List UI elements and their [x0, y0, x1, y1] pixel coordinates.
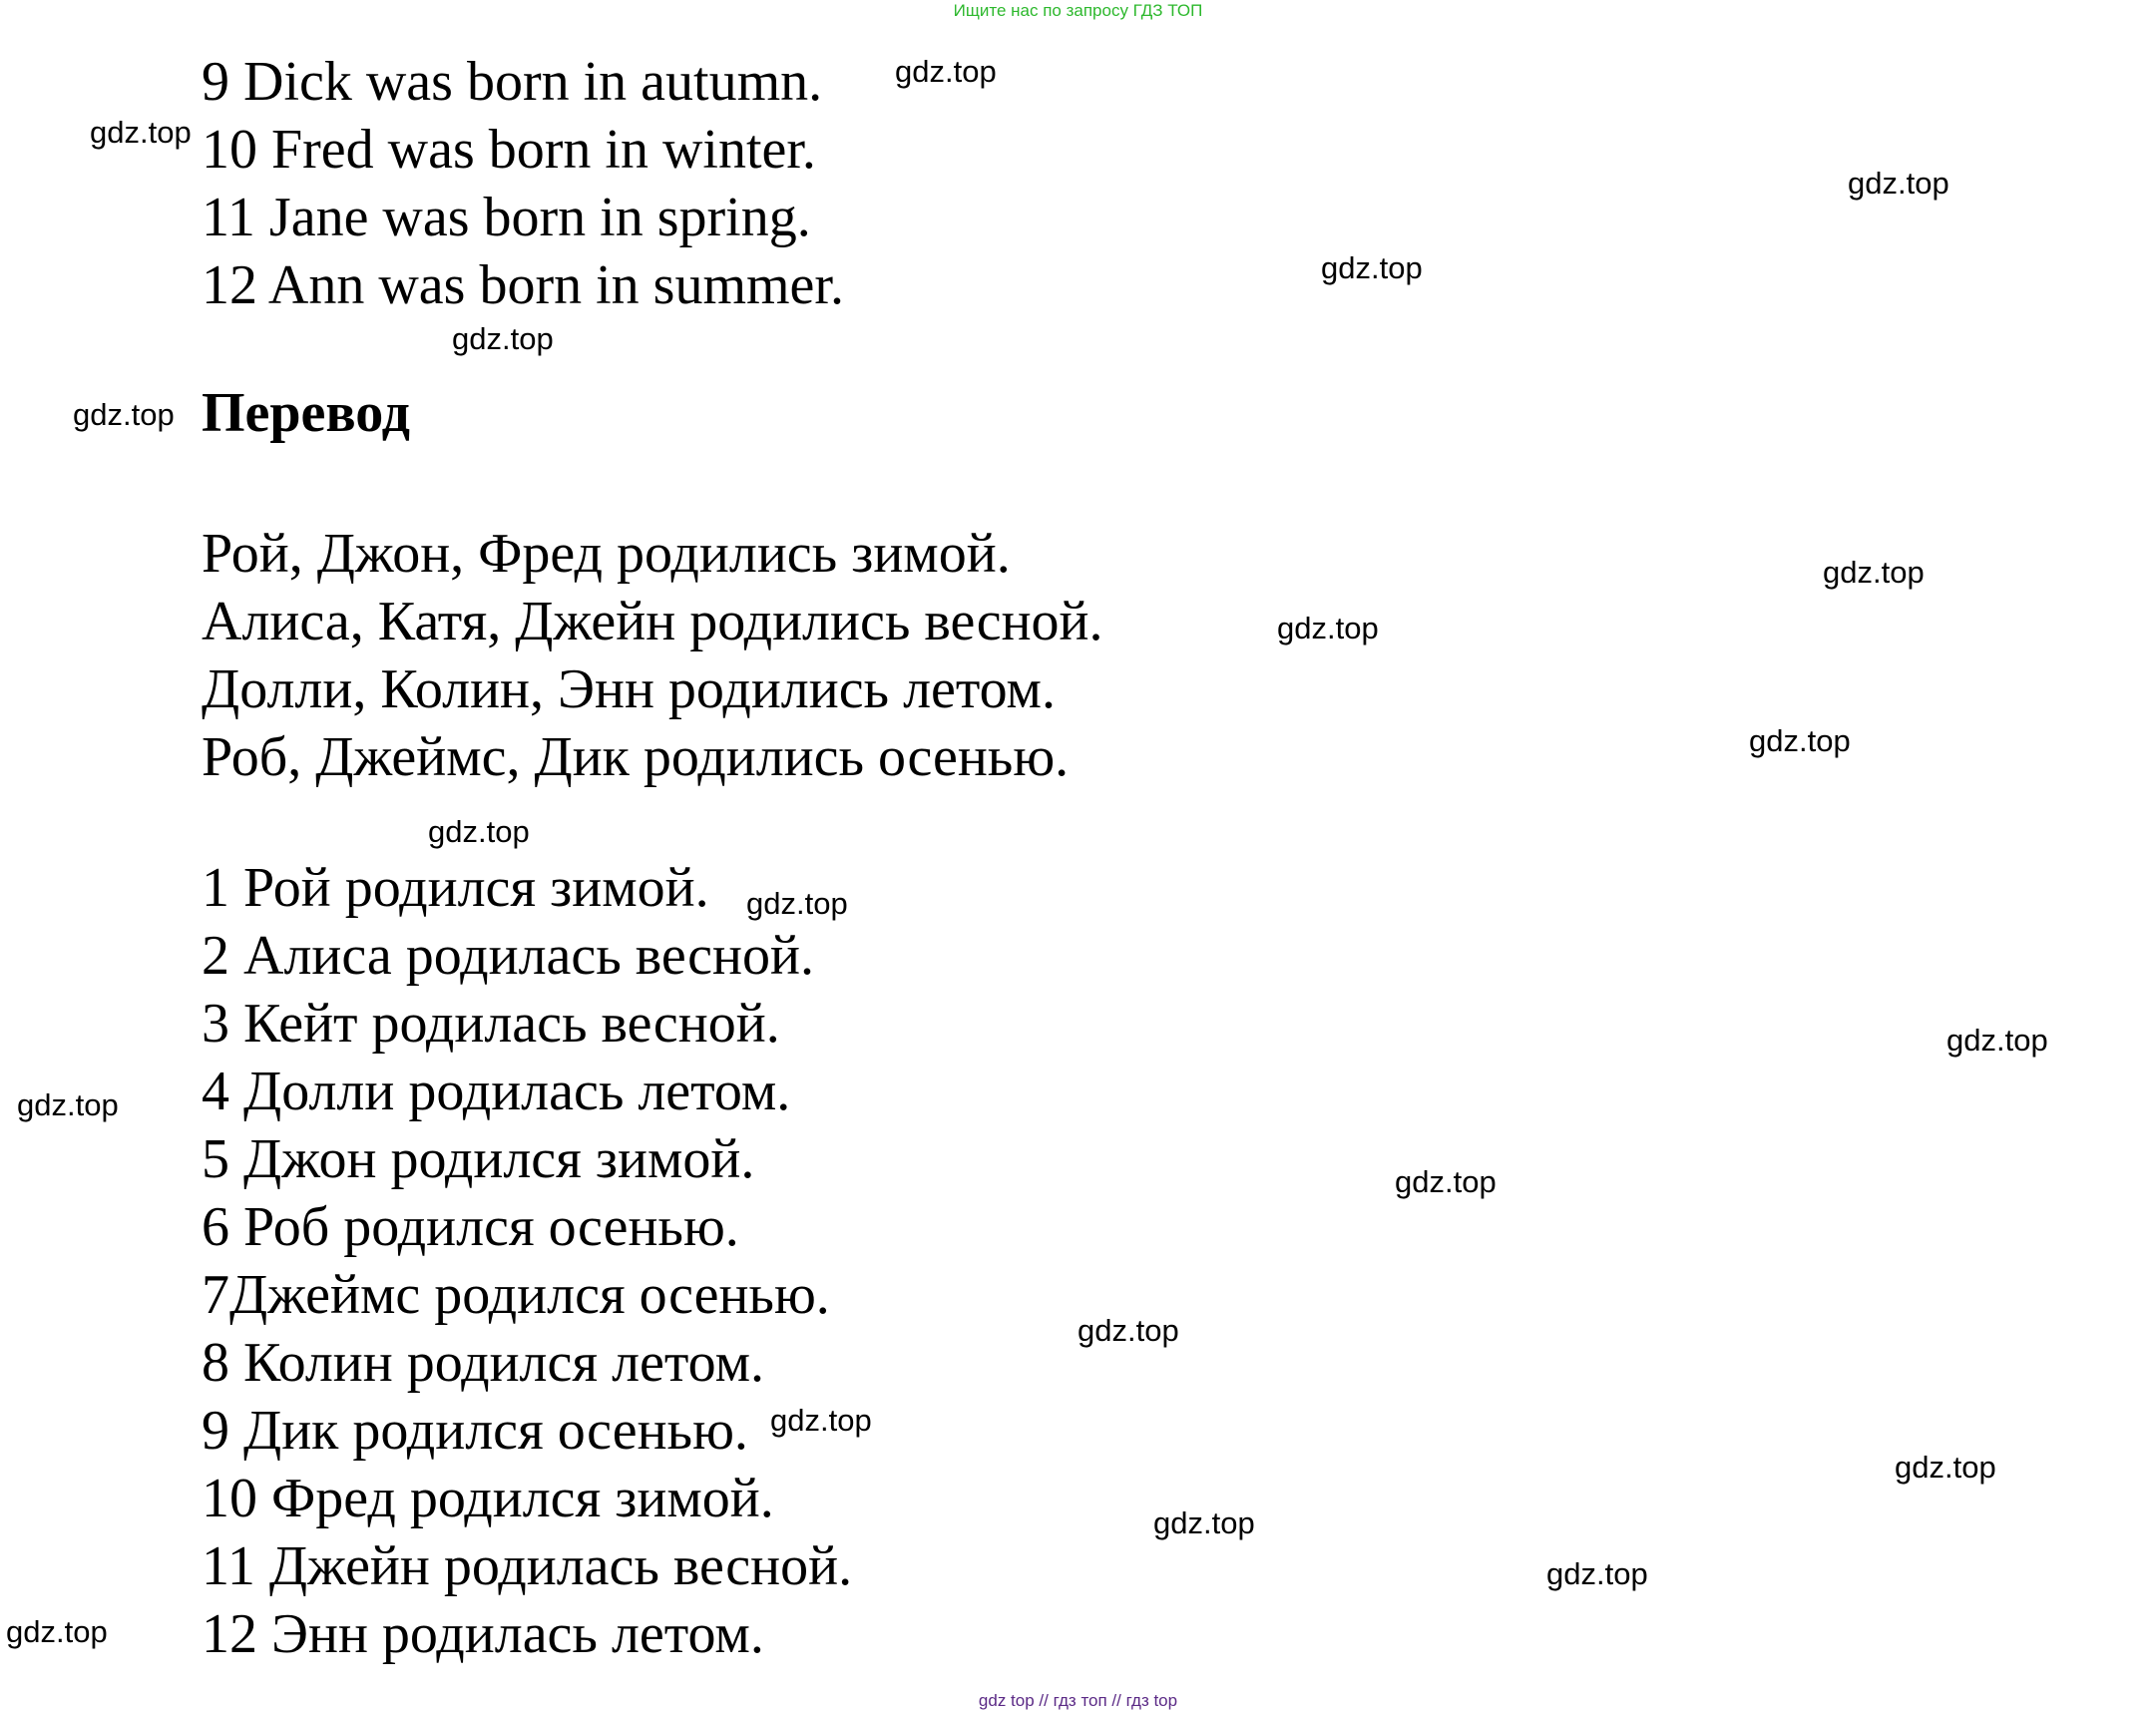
- translation-line: 6 Роб родился осенью.: [202, 1196, 739, 1258]
- translation-line: 9 Дик родился осенью.: [202, 1400, 748, 1462]
- watermark: gdz.top: [1321, 250, 1423, 285]
- watermark: gdz.top: [1395, 1164, 1497, 1199]
- english-line: 12 Ann was born in summer.: [202, 254, 844, 316]
- english-answers: [202, 48, 844, 319]
- watermark: gdz.top: [1153, 1505, 1255, 1540]
- translation-line: 5 Джон родился зимой.: [202, 1128, 755, 1190]
- translation-heading: Перевод: [202, 382, 410, 444]
- watermark: gdz.top: [17, 1087, 119, 1122]
- translation-list: [202, 854, 852, 1668]
- summary-line: Роб, Джеймс, Дик родились осенью.: [202, 726, 1070, 788]
- season-summary: [202, 520, 1103, 791]
- watermark: gdz.top: [73, 397, 175, 432]
- footer: gdz top // гдз топ // гдз top: [978, 1691, 1178, 1710]
- summary-line: Рой, Джон, Фред родились зимой.: [202, 523, 1011, 585]
- watermark: gdz.top: [1546, 1556, 1648, 1591]
- translation-line: 10 Фред родился зимой.: [202, 1468, 774, 1529]
- watermark: gdz.top: [746, 886, 848, 921]
- translation-line: 8 Колин родился летом.: [202, 1332, 765, 1394]
- watermark: gdz.top: [1277, 611, 1379, 645]
- translation-line: 12 Энн родилась летом.: [202, 1603, 764, 1665]
- watermark: gdz.top: [1078, 1313, 1179, 1348]
- watermark: gdz.top: [1895, 1450, 1996, 1485]
- english-line: 11 Jane was born in spring.: [202, 187, 811, 248]
- translation-line: 4 Долли родилась летом.: [202, 1061, 791, 1122]
- top-banner: Ищите нас по запросу ГДЗ ТОП: [953, 1, 1203, 20]
- watermark: gdz.top: [452, 321, 554, 356]
- english-line: 9 Dick was born in autumn.: [202, 51, 823, 113]
- english-line: 10 Fred was born in winter.: [202, 119, 816, 181]
- watermark: gdz.top: [1749, 723, 1851, 758]
- translation-line: 1 Рой родился зимой.: [202, 857, 709, 919]
- watermark: gdz.top: [895, 54, 997, 89]
- translation-line: 2 Алиса родилась весной.: [202, 925, 814, 987]
- translation-line: 11 Джейн родилась весной.: [202, 1535, 853, 1597]
- watermark: gdz.top: [1823, 555, 1925, 590]
- translation-line: 3 Кейт родилась весной.: [202, 993, 780, 1055]
- watermark: gdz.top: [428, 814, 530, 849]
- watermark: gdz.top: [6, 1614, 108, 1649]
- summary-line: Долли, Колин, Энн родились летом.: [202, 658, 1056, 720]
- watermark: gdz.top: [1946, 1023, 2048, 1058]
- summary-line: Алиса, Катя, Джейн родились весной.: [202, 591, 1103, 652]
- translation-line: 7Джеймс родился осенью.: [202, 1264, 830, 1326]
- watermark: gdz.top: [1848, 166, 1949, 201]
- watermark: gdz.top: [770, 1403, 872, 1438]
- watermark: gdz.top: [90, 115, 192, 150]
